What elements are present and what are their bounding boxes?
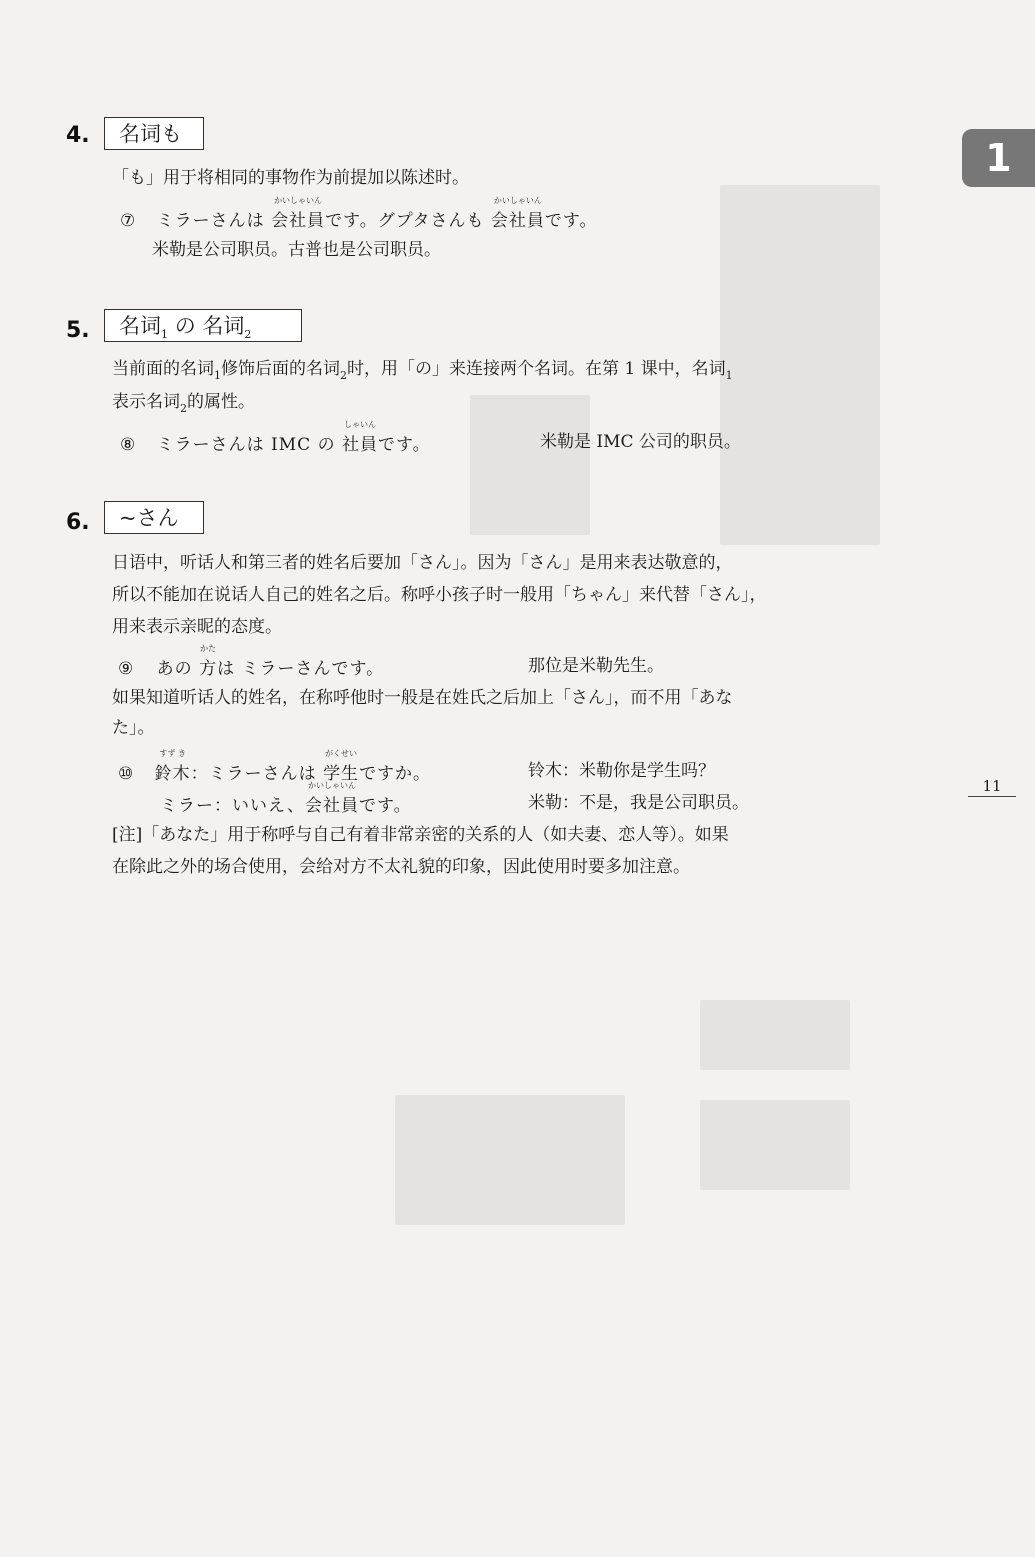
section-number: 6.	[66, 510, 90, 535]
section-number: 4.	[66, 123, 90, 148]
show-through-block	[720, 185, 880, 545]
paragraph-line: た」。	[112, 718, 155, 738]
example-translation: 米勒：不是，我是公司职员。	[528, 793, 749, 813]
example-translation: 那位是米勒先生。	[528, 656, 664, 676]
section-description: 当前面的名词$_1$修饰后面的名词$_2$时，用「の」来连接两个名词。在第 1 课中，名词$_1$	[112, 359, 733, 382]
show-through-block	[700, 1100, 850, 1190]
section-description: 「も」用于将相同的事物作为前提加以陈述时。	[112, 168, 469, 188]
example-translation: 铃木：米勒你是学生吗？	[528, 761, 715, 781]
show-through-block	[470, 395, 590, 535]
note-line: [注]「あなた」用于称呼与自己有着非常亲密的关系的人（如夫妻、恋人等）。如果	[112, 825, 729, 845]
example-marker: ⑨	[118, 659, 135, 679]
paragraph-line: 日语中，听话人和第三者的姓名后要加「さん」。因为「さん」是用来表达敬意的，	[112, 553, 733, 573]
show-through-block	[395, 1095, 625, 1225]
paragraph-line: 用来表示亲昵的态度。	[112, 617, 282, 637]
example-jp: ⑦ ミラーさんは かいしゃいん 会社員です。グプタさんも かいしゃいん 会社員です。	[120, 196, 598, 231]
ruby-word: がくせい 学生	[323, 749, 360, 784]
show-through-block	[700, 1000, 850, 1070]
ruby-word: かいしゃいん 会社員	[271, 196, 326, 231]
section-number: 5.	[66, 318, 90, 343]
paragraph-line: 如果知道听话人的姓名，在称呼他时一般是在姓氏之后加上「さん」，而不用「あな	[112, 688, 733, 708]
ruby-word: かいしゃいん 会社員	[490, 196, 545, 231]
example-jp: ⑩ すず き 鈴木：ミラーさんは がくせい 学生ですか。	[118, 749, 432, 784]
ruby-word: すず き 鈴木	[154, 749, 191, 784]
example-jp: ミラー：いいえ、 かいしゃいん 会社員です。	[160, 781, 412, 816]
section-title: ~さん	[104, 501, 204, 534]
section-title: 名词も	[104, 117, 204, 150]
chapter-tab-number: 1	[985, 136, 1012, 180]
paragraph-line: 所以不能加在说话人自己的姓名之后。称呼小孩子时一般用「ちゃん」来代替「さん」，	[112, 585, 767, 605]
ruby-word: かいしゃいん 会社員	[305, 781, 360, 816]
example-translation: 米勒是 IMC 公司的职员。	[540, 432, 741, 452]
chapter-tab	[962, 129, 1035, 187]
example-marker: ⑧	[120, 435, 137, 455]
example-translation: 米勒是公司职员。古普也是公司职员。	[152, 240, 441, 260]
note-line: 在除此之外的场合使用，会给对方不太礼貌的印象，因此使用时要多加注意。	[112, 857, 690, 877]
example-jp: ⑨ あの かた 方は ミラーさんです。	[118, 644, 385, 679]
example-marker: ⑦	[120, 211, 137, 231]
page-number: 11	[968, 776, 1016, 797]
section-description-cont: 表示名词$_2$的属性。	[112, 392, 255, 415]
section-title: 名词$_1$ の 名词$_2$	[104, 309, 302, 342]
example-marker: ⑩	[118, 764, 135, 784]
example-jp: ⑧ ミラーさんは IMC の しゃいん 社員です。	[120, 420, 431, 455]
ruby-word: かた 方	[199, 644, 218, 679]
ruby-word: しゃいん 社員	[342, 420, 378, 455]
